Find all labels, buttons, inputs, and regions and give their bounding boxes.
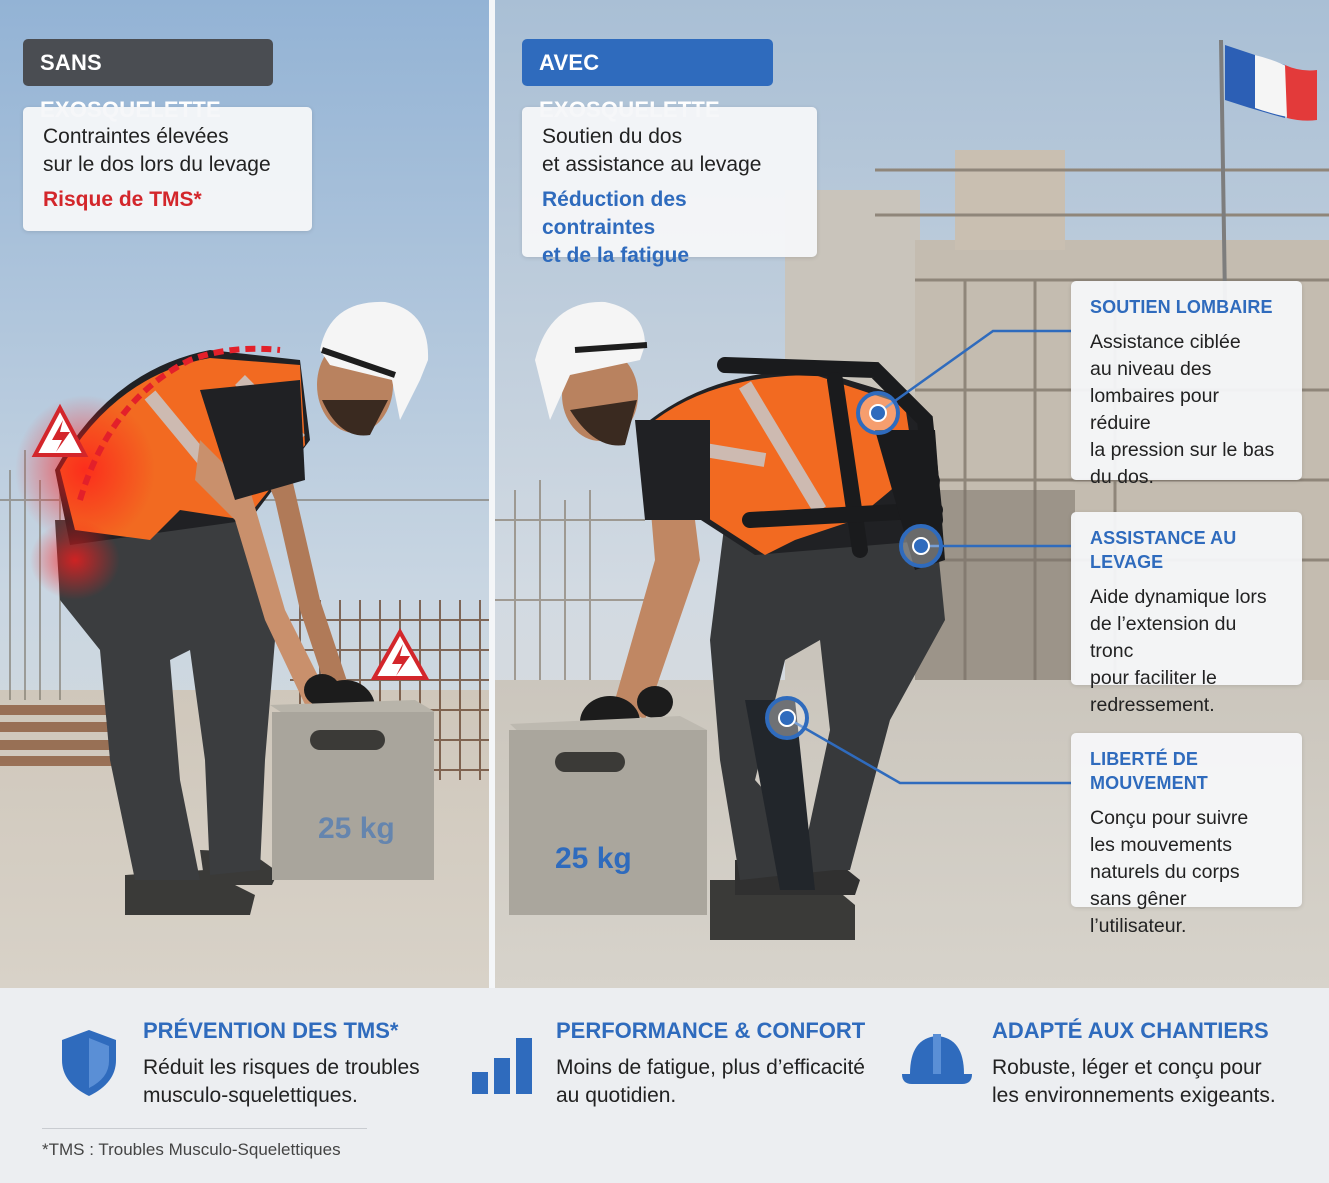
feature-title: ASSISTANCE AU LEVAGE [1090, 528, 1237, 572]
shield-icon [59, 1028, 119, 1098]
feature-description [1090, 329, 1283, 491]
benefit-description [556, 1054, 865, 1110]
info-card-with-exoskeleton [522, 107, 817, 267]
benefit-line: Réduit les risques de troubles [143, 1056, 420, 1079]
feature-line: de l’extension du tronc [1090, 613, 1237, 662]
feature-line: Assistance ciblée [1090, 331, 1241, 353]
feature-line: au niveau des [1090, 358, 1212, 380]
benefit-line: au quotidien. [556, 1084, 677, 1107]
feature-line: les mouvements [1090, 834, 1232, 856]
feature-card-freedom-of-movement [1071, 733, 1302, 937]
tag-without-exoskeleton: SANS [23, 39, 273, 86]
feature-description [1090, 584, 1283, 719]
box-weight-label-left: 25 kg [318, 812, 395, 845]
feature-line: sans gêner l’utilisateur. [1090, 888, 1187, 937]
benefit-title: ADAPTÉ AUX CHANTIERS [992, 1018, 1269, 1043]
feature-card-lumbar-support [1071, 281, 1302, 488]
benefit-description [143, 1054, 420, 1110]
feature-line: la pression sur le bas [1090, 439, 1275, 461]
feature-line: lombaires pour réduire [1090, 385, 1219, 434]
benefit-title: PRÉVENTION DES TMS* [143, 1018, 399, 1043]
feature-line: redressement. [1090, 694, 1215, 716]
benefit-text [542, 186, 797, 270]
bar-chart-icon [470, 1036, 534, 1096]
feature-line: pour faciliter le [1090, 667, 1217, 689]
feature-line: Aide dynamique lors [1090, 586, 1267, 608]
benefit-line: musculo-squelettiques. [143, 1084, 358, 1107]
info-card-without-exoskeleton [23, 107, 312, 231]
footnote-divider [42, 1128, 367, 1129]
box-weight-label-right: 25 kg [555, 842, 632, 875]
feature-title: LIBERTÉ DE MOUVEMENT [1090, 749, 1208, 793]
benefit-line: et de la fatigue [542, 244, 690, 267]
callout-marker-lifting [901, 526, 941, 566]
panel-without-exoskeleton [0, 0, 489, 988]
benefit-line: Robuste, léger et conçu pour [992, 1056, 1262, 1079]
feature-title: SOUTIEN LOMBAIRE [1090, 297, 1273, 317]
benefit-line: Réduction des contraintes [542, 188, 687, 239]
tag-with-exoskeleton: AVEC [522, 39, 773, 86]
feature-line: Conçu pour suivre [1090, 807, 1249, 829]
info-line: et assistance au levage [542, 153, 762, 176]
benefit-title: PERFORMANCE & CONFORT [556, 1018, 866, 1043]
callout-marker-lumbar [858, 393, 898, 433]
info-line: sur le dos lors du levage [43, 153, 271, 176]
benefit-line: les environnements exigeants. [992, 1084, 1276, 1107]
footnote: *TMS : Troubles Musculo-Squelettiques [42, 1140, 341, 1159]
feature-line: du dos. [1090, 466, 1154, 488]
feature-card-lifting-assistance [1071, 512, 1302, 716]
feature-description [1090, 805, 1283, 940]
callout-marker-movement [767, 698, 807, 738]
info-line: Contraintes élevées [43, 125, 229, 148]
hard-hat-icon [900, 1030, 974, 1088]
risk-text: Risque de TMS* [43, 188, 202, 211]
feature-line: naturels du corps [1090, 861, 1240, 883]
info-line: Soutien du dos [542, 125, 683, 148]
benefit-description [992, 1054, 1276, 1110]
benefit-line: Moins de fatigue, plus d’efficacité [556, 1056, 865, 1079]
